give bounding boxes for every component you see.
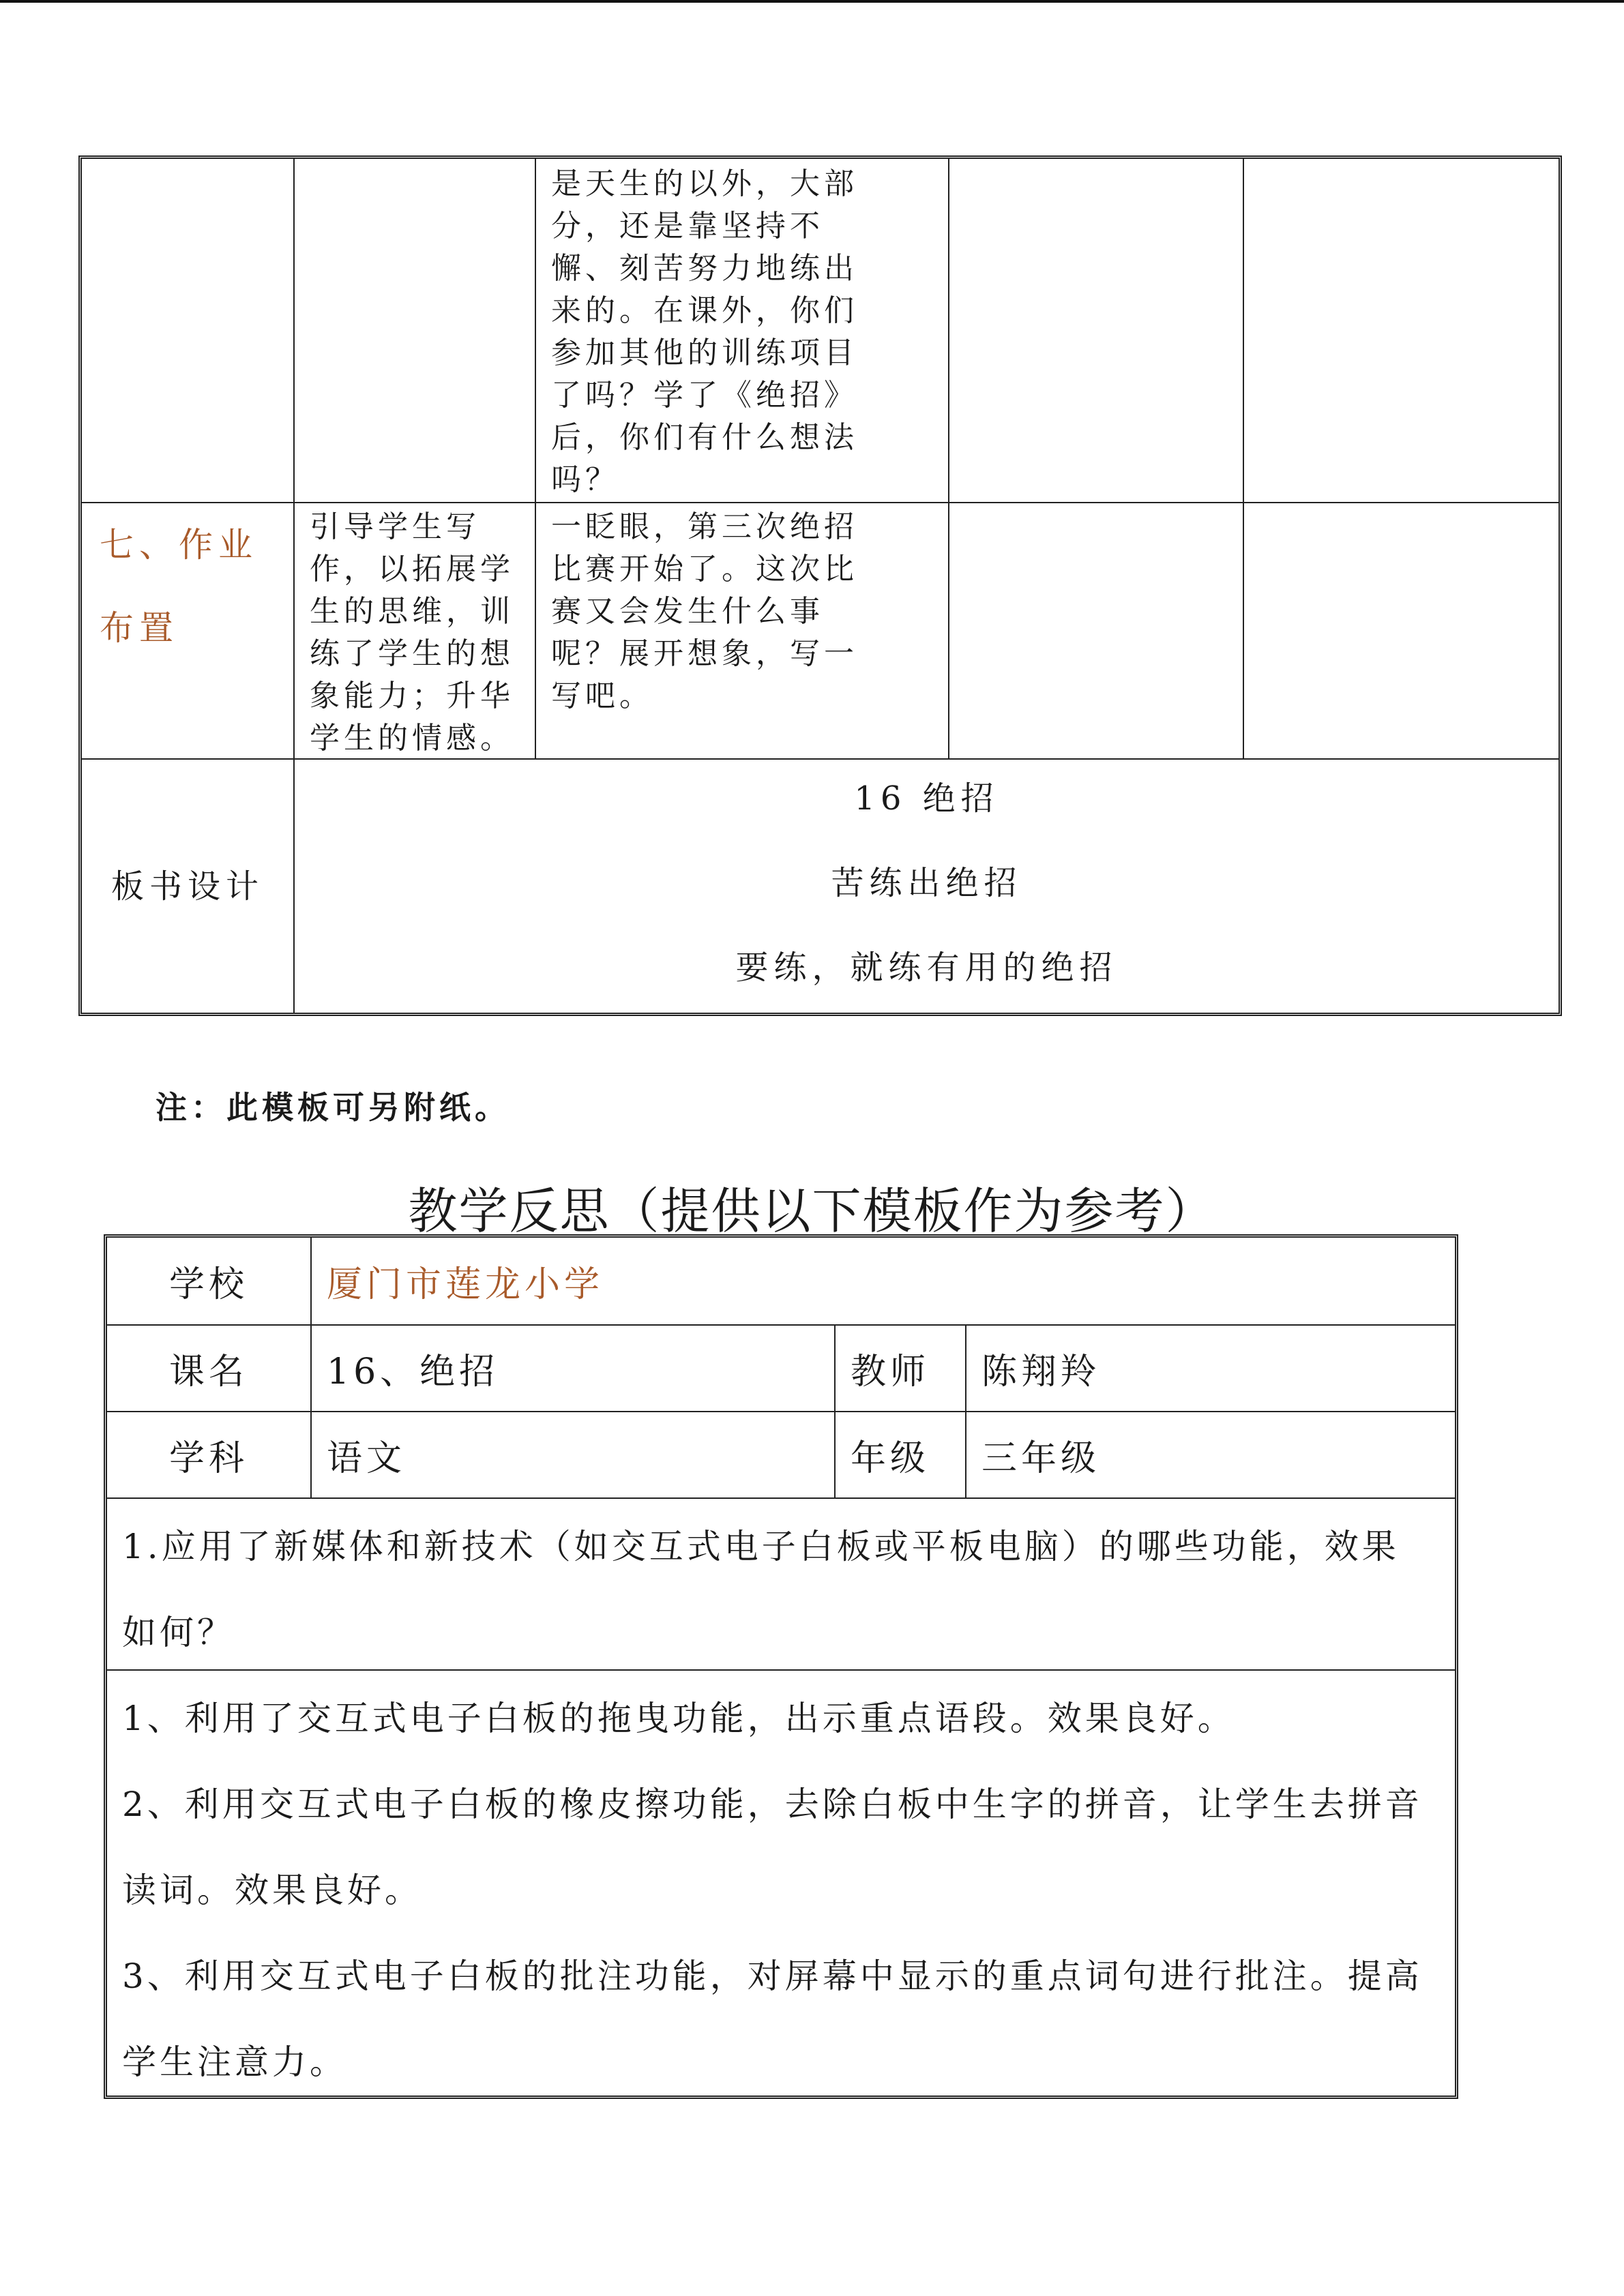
intent-line: 生的思维，训	[310, 594, 514, 629]
content-line: 是天生的以外，大部	[551, 166, 858, 201]
answer-line: 1、利用了交互式电子白板的拖曳功能，出示重点语段。效果良好。	[122, 1699, 1235, 1738]
stage-line: 布置	[100, 608, 179, 648]
table-row-course	[107, 1326, 1455, 1412]
answer-line: 读词。效果良好。	[122, 1870, 422, 1910]
board-line-title: 16 绝招	[854, 779, 999, 818]
intent-line: 学生的情感。	[310, 721, 514, 756]
board-design-label: 板书设计	[82, 760, 295, 1013]
template-note: 注：此模板可另附纸。	[156, 1089, 510, 1126]
school-value: 厦门市莲龙小学	[327, 1264, 604, 1305]
intent-cell-homework	[295, 503, 536, 758]
content-line: 赛又会发生什么事	[551, 594, 824, 629]
content-line: 来的。在课外，你们	[551, 293, 858, 328]
intent-cell	[295, 159, 536, 502]
question-line: 1.应用了新媒体和新技术（如交互式电子白板或平板电脑）的哪些功能，效果	[122, 1527, 1400, 1566]
content-cell-homework	[536, 503, 949, 758]
table-row-homework	[82, 503, 1559, 760]
grade-value: 三年级	[981, 1438, 1101, 1479]
content-line: 懈、刻苦努力地练出	[551, 251, 858, 286]
answer-line: 学生注意力。	[122, 2042, 347, 2082]
teacher-label: 教师	[836, 1326, 966, 1411]
content-line: 吗？	[551, 462, 619, 497]
answer-block	[107, 1671, 1455, 2096]
reflection-table	[104, 1234, 1458, 2099]
table-row-answer	[107, 1671, 1455, 2096]
notes-cell	[1244, 503, 1559, 758]
subject-value: 语文	[312, 1412, 836, 1497]
board-design-content	[295, 760, 1559, 1013]
content-cell	[536, 159, 949, 502]
table-row-question	[107, 1499, 1455, 1671]
table-row-board-design	[82, 760, 1559, 1013]
content-line: 参加其他的训练项目	[551, 336, 858, 370]
content-line: 写吧。	[551, 679, 653, 713]
school-label: 学校	[107, 1238, 312, 1324]
reflection-title: 教学反思（提供以下模板作为参考）	[408, 1182, 1216, 1240]
page-top-rule	[0, 0, 1624, 3]
student-activity-cell	[949, 159, 1244, 502]
table-row-school	[107, 1238, 1455, 1326]
lesson-plan-table	[78, 155, 1562, 1016]
content-line: 后，你们有什么想法	[551, 420, 858, 455]
content-line: 分，还是靠坚持不	[551, 209, 824, 243]
question-block	[107, 1499, 1455, 1669]
course-value: 16、绝招	[312, 1326, 836, 1411]
table-row-continuation	[82, 159, 1559, 503]
stage-cell-homework	[82, 503, 295, 758]
answer-line: 3、利用交互式电子白板的批注功能，对屏幕中显示的重点词句进行批注。提高	[122, 1956, 1423, 1996]
course-label: 课名	[107, 1326, 312, 1411]
answer-line: 2、利用交互式电子白板的橡皮擦功能，去除白板中生字的拼音，让学生去拼音	[122, 1785, 1423, 1824]
table-row-subject	[107, 1412, 1455, 1499]
content-line: 呢？展开想象，写一	[551, 636, 858, 671]
question-line: 如何？	[122, 1613, 235, 1652]
intent-line: 象能力；升华	[310, 679, 514, 713]
content-line: 一眨眼，第三次绝招	[551, 509, 858, 544]
board-line: 要练，就练有用的绝招	[735, 949, 1118, 987]
student-activity-cell	[949, 503, 1244, 758]
intent-line: 作，以拓展学	[310, 552, 514, 586]
board-line: 苦练出绝招	[831, 864, 1022, 902]
intent-line: 引导学生写	[310, 509, 480, 544]
content-line: 比赛开始了。这次比	[551, 552, 858, 586]
subject-label: 学科	[107, 1412, 312, 1497]
content-line: 了吗？学了《绝招》	[551, 378, 858, 413]
stage-line: 七、作业	[100, 525, 258, 565]
intent-line: 练了学生的想	[310, 636, 514, 671]
notes-cell	[1244, 159, 1559, 502]
teacher-value: 陈翔羚	[981, 1352, 1101, 1392]
stage-cell	[82, 159, 295, 502]
grade-label: 年级	[836, 1412, 966, 1497]
